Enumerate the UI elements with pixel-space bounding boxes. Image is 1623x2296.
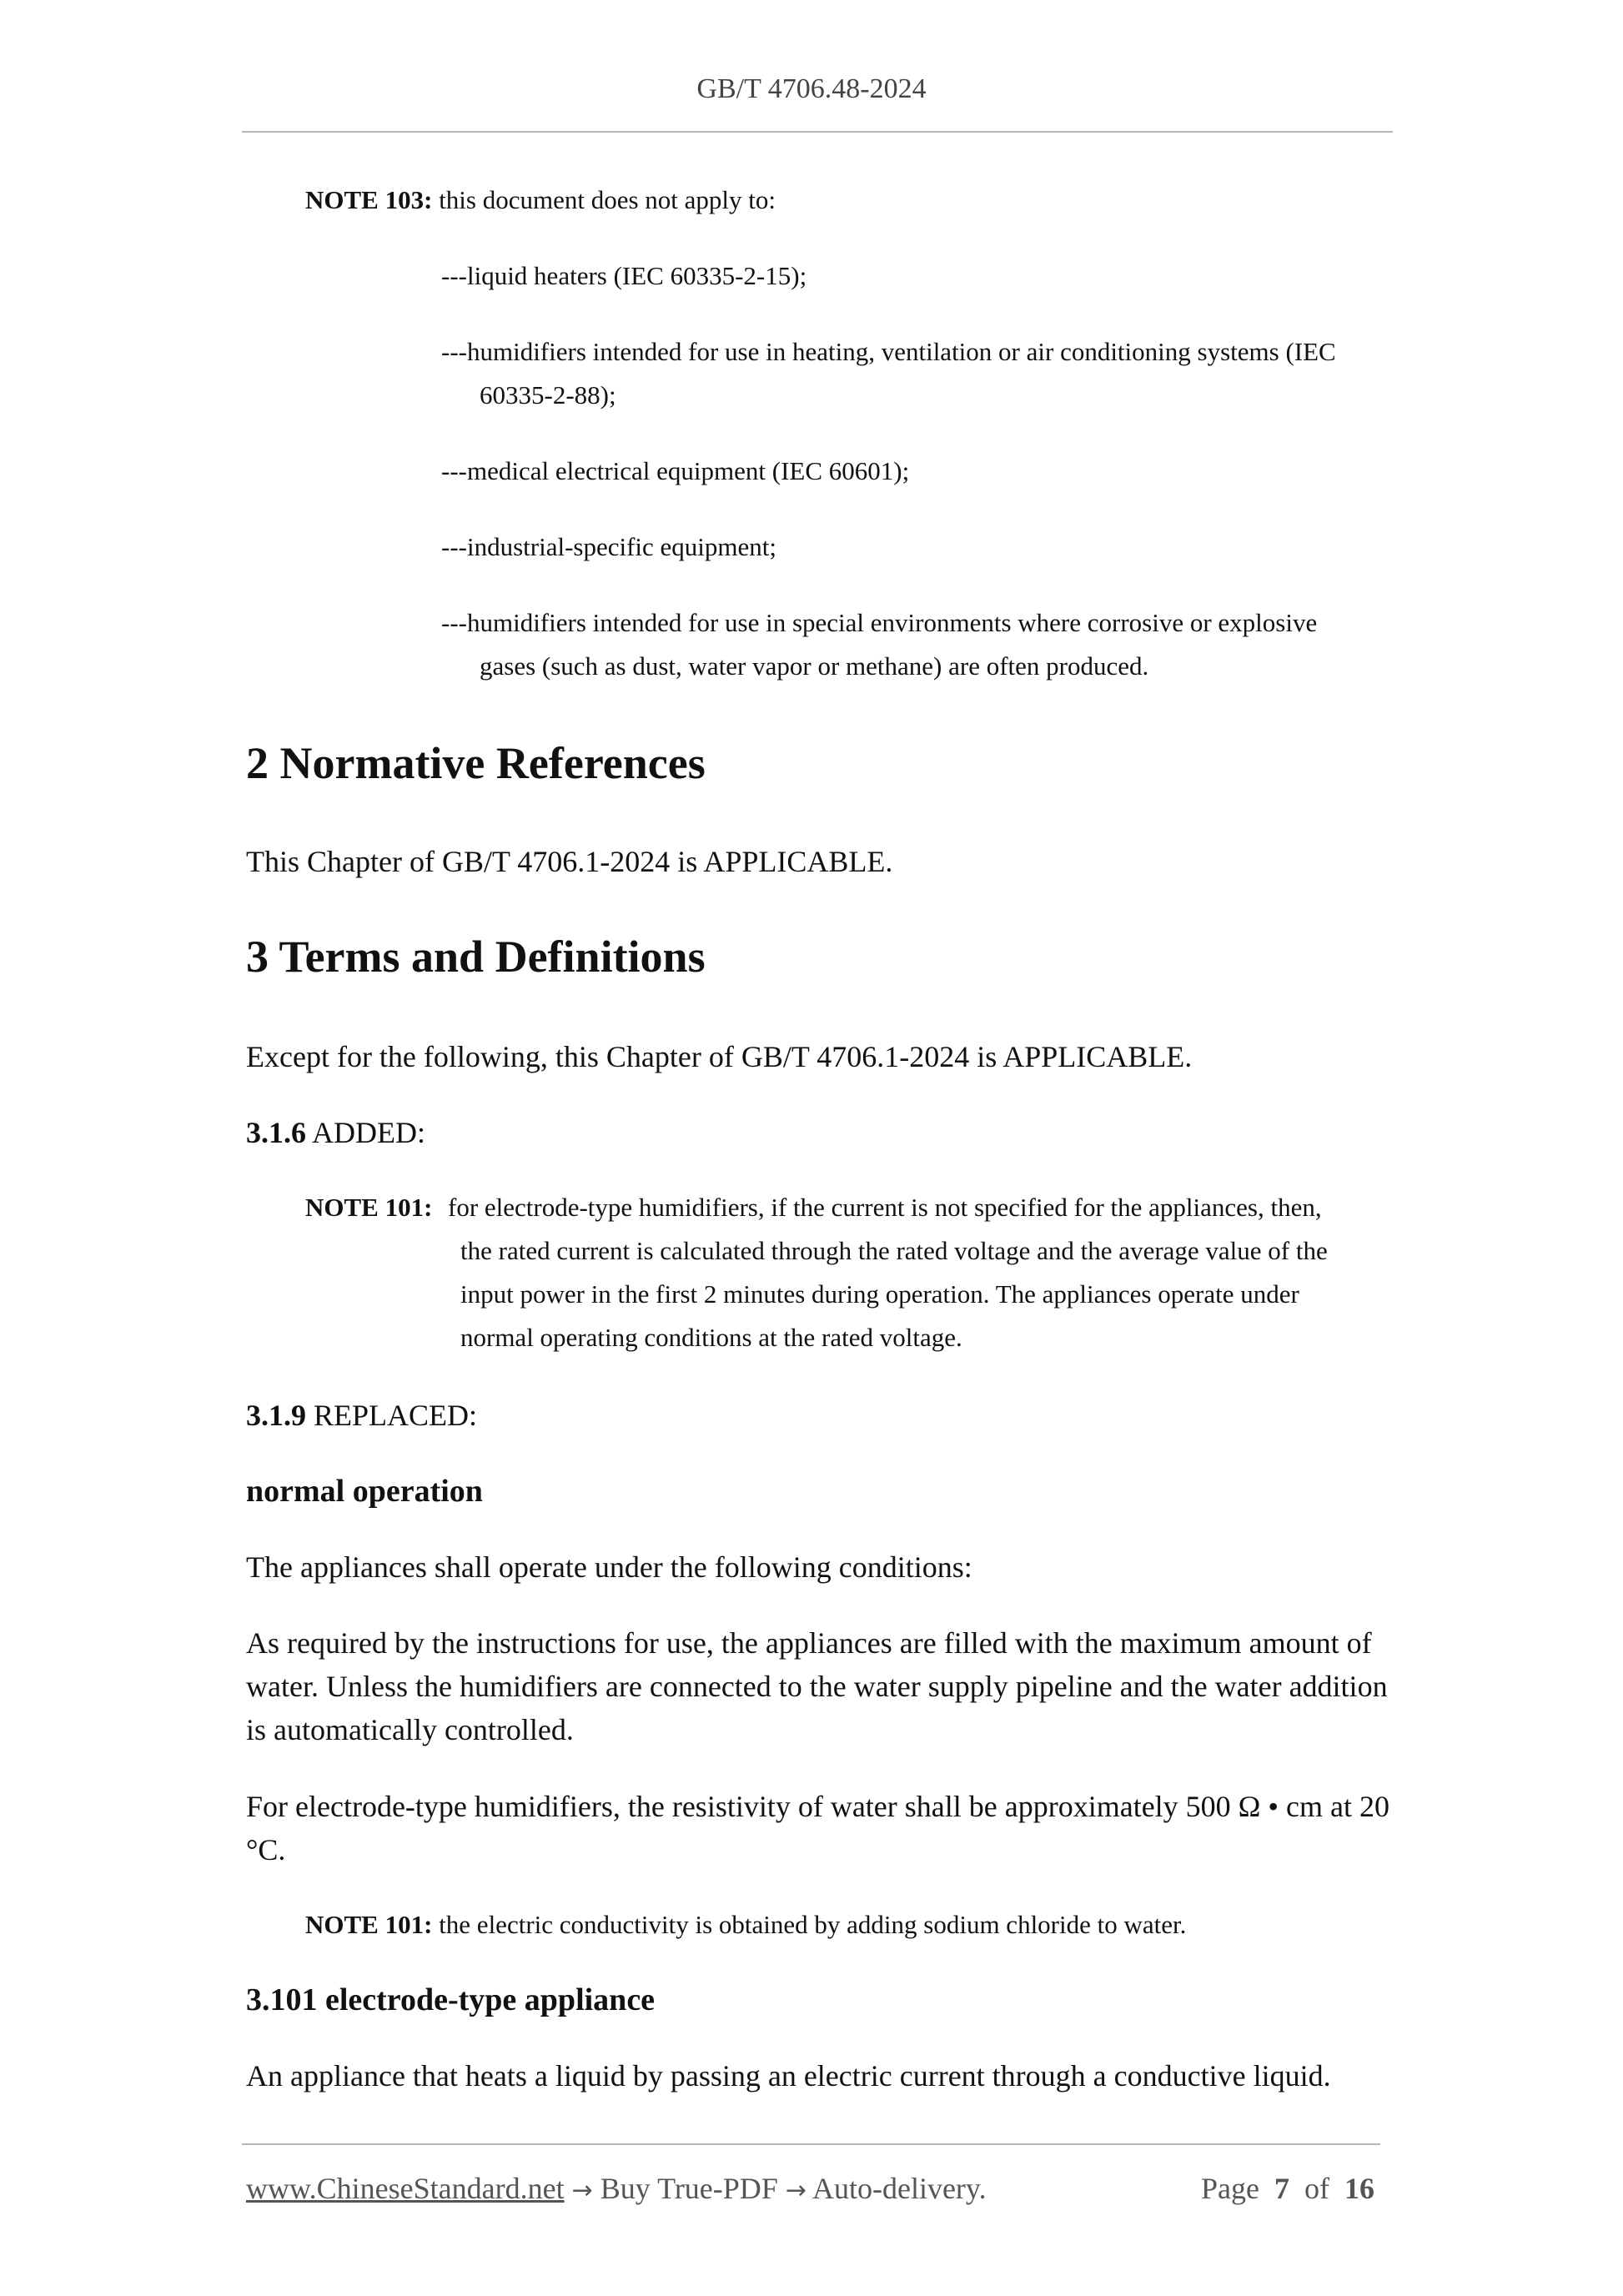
note-101-b-label: NOTE 101: [305, 1910, 433, 1939]
paragraph-line: As required by the instructions for use, the appliances are filled with the maximum amount of [246, 1626, 1372, 1660]
paragraph-line: For electrode-type humidifiers, the resistivity of water shall be approximately 500 Ω • cm at 20 [246, 1790, 1389, 1823]
note-103-item: ---humidifiers intended for use in special environments where corrosive or explosive [441, 608, 1318, 637]
clause-action: ADDED: [312, 1116, 425, 1149]
section-3-heading: 3 Terms and Definitions [246, 932, 706, 982]
term-normal-operation: normal operation [246, 1474, 483, 1509]
note-103-label: NOTE 103: [305, 185, 433, 214]
arrow-right-icon: → [571, 2176, 593, 2205]
clause-action: REPLACED: [314, 1399, 478, 1432]
clause-3-1-9 [246, 1398, 477, 1433]
footer-rule [242, 2143, 1380, 2145]
paragraph-line: water. Unless the humidifiers are connected to the water supply pipeline and the water addition [246, 1670, 1388, 1703]
clause-3-101-text: An appliance that heats a liquid by passing an electric current through a conductive liquid. [246, 2059, 1331, 2093]
page-total: 16 [1344, 2172, 1374, 2205]
page-indicator [1201, 2171, 1374, 2206]
clause-3-1-6 [246, 1115, 425, 1150]
running-header: GB/T 4706.48-2024 [696, 73, 927, 104]
paragraph-line: is automatically controlled. [246, 1713, 574, 1746]
note-103 [305, 185, 776, 215]
clause-number: 3.1.6 [246, 1116, 306, 1149]
note-101-line: input power in the first 2 minutes during operation. The appliances operate under [460, 1279, 1299, 1309]
note-101-line: the rated current is calculated through the rated voltage and the average value of the [460, 1236, 1328, 1265]
note-101-b [305, 1910, 1186, 1940]
footer-left [246, 2171, 987, 2206]
note-101-line: for electrode-type humidifiers, if the current is not specified for the appliances, then, [448, 1193, 1322, 1222]
of-word: of [1304, 2172, 1329, 2205]
section-2-text: This Chapter of GB/T 4706.1-2024 is APPLICABLE. [246, 845, 893, 878]
page-number: 7 [1274, 2172, 1289, 2205]
arrow-right-icon: → [785, 2176, 806, 2205]
header-rule [242, 131, 1393, 133]
page-word: Page [1201, 2172, 1259, 2205]
note-103-item-cont: 60335-2-88); [480, 380, 616, 409]
section-3-intro: Except for the following, this Chapter of GB/T 4706.1-2024 is APPLICABLE. [246, 1040, 1193, 1073]
note-103-item: ---medical electrical equipment (IEC 60601); [441, 456, 910, 485]
section-2-heading: 2 Normative References [246, 738, 706, 788]
note-103-item: ---liquid heaters (IEC 60335-2-15); [441, 261, 807, 290]
website-link[interactable]: www.ChineseStandard.net [246, 2172, 565, 2205]
note-103-intro: this document does not apply to: [439, 185, 776, 214]
note-103-item: ---industrial-specific equipment; [441, 532, 777, 561]
note-101-b-text: the electric conductivity is obtained by adding sodium chloride to water. [439, 1910, 1187, 1939]
paragraph: The appliances shall operate under the following conditions: [246, 1550, 972, 1584]
clause-number: 3.1.9 [246, 1399, 306, 1432]
note-103-item-cont: gases (such as dust, water vapor or methane) are often produced. [480, 651, 1149, 681]
paragraph-line: °C. [246, 1833, 286, 1866]
buy-pdf-text: Buy True-PDF [600, 2172, 778, 2205]
clause-3-101-heading: 3.101 electrode-type appliance [246, 1982, 656, 2017]
auto-delivery-text: Auto-delivery. [812, 2172, 987, 2205]
note-101-label: NOTE 101: [305, 1193, 433, 1222]
note-103-item: ---humidifiers intended for use in heating, ventilation or air conditioning systems (IEC [441, 337, 1336, 366]
note-101-line: normal operating conditions at the rated voltage. [460, 1323, 962, 1352]
